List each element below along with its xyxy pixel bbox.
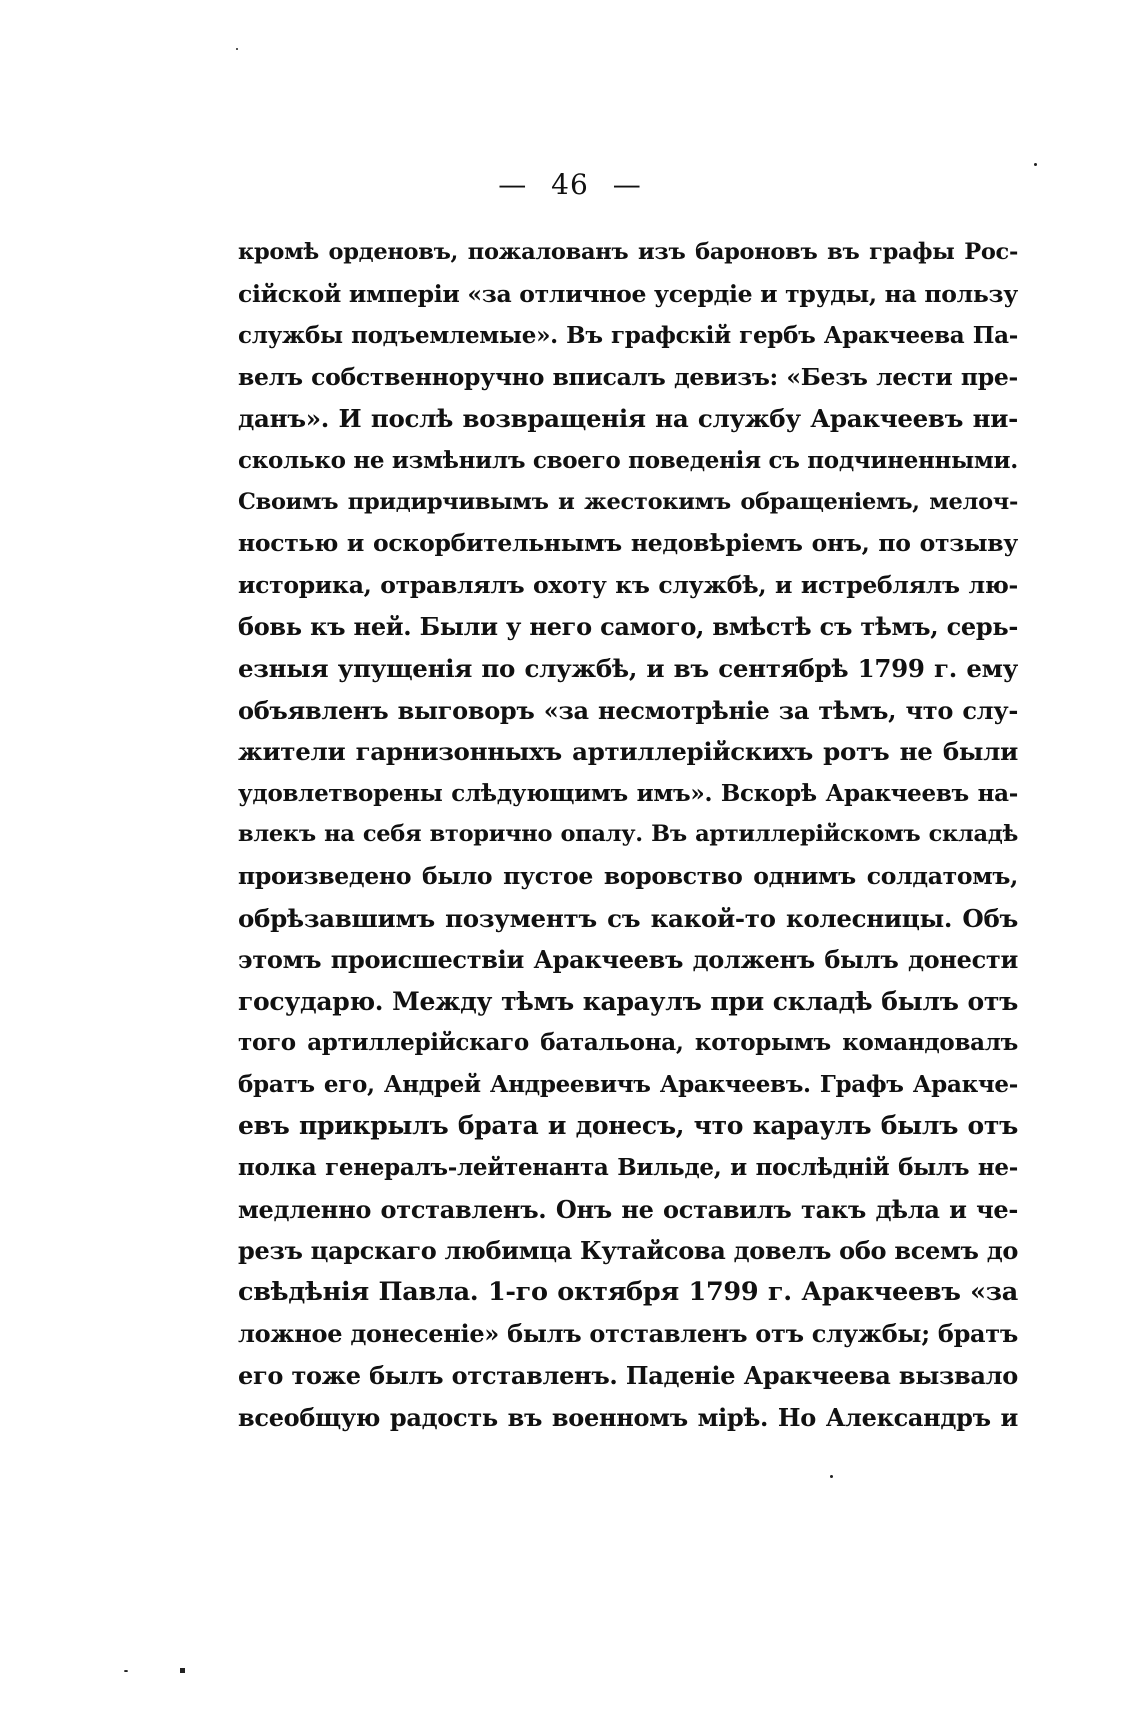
text-line-3: службы подъемлемые». Въ графскій гербъ Аракчеева Па- (238, 322, 1018, 350)
scan-speck (1034, 163, 1037, 166)
text-line-4: велъ собственноручно вписалъ девизъ: «Безъ лести пре- (238, 362, 1018, 391)
text-line-20: того артиллерійскаго батальона, которымъ командовалъ (238, 1029, 1018, 1057)
text-line-2: сійской имперіи «за отличное усердіе и труды, на пользу (238, 279, 1018, 308)
text-line-8: ностью и оскорбительнымъ недовѣріемъ онъ, по отзыву (238, 529, 1018, 558)
text-line-25: резъ царскаго любимца Кутайсова довелъ обо всемъ до (238, 1236, 1018, 1266)
text-line-15: влекъ на себя вторично опалу. Въ артиллерійскомъ складѣ (238, 821, 1018, 848)
text-line-1: кромѣ орденовъ, пожалованъ изъ бароновъ въ графы Рос- (238, 239, 1018, 265)
text-line-27: ложное донесеніе» былъ отставленъ отъ службы; братъ (238, 1319, 1018, 1349)
text-line-16: произведено было пустое воровство однимъ солдатомъ, (238, 861, 1018, 890)
text-line-19: государю. Между тѣмъ караулъ при складѣ былъ отъ (238, 986, 1018, 1016)
text-line-12: объявленъ выговоръ «за несмотрѣніе за тѣмъ, что слу- (238, 695, 1018, 725)
right-dash: — (612, 168, 642, 201)
text-line-7: Своимъ придирчивымъ и жестокимъ обращеніемъ, мелоч- (238, 488, 1018, 515)
text-line-5: данъ». И послѣ возвращенія на службу Аракчеевъ ни- (238, 404, 1018, 434)
text-line-26: свѣдѣнія Павла. 1-го октября 1799 г. Аракчеевъ «за (238, 1276, 1018, 1307)
text-line-28: его тоже былъ отставленъ. Паденіе Аракчеева вызвало (238, 1361, 1018, 1391)
text-line-24: медленно отставленъ. Онъ не оставилъ такъ дѣла и че- (238, 1194, 1018, 1224)
body-text (238, 232, 1018, 1438)
text-line-11: езныя упущенія по службѣ, и въ сентябрѣ 1799 г. ему (238, 653, 1018, 683)
text-line-22: евъ прикрылъ брата и донесъ, что караулъ былъ отъ (238, 1111, 1018, 1141)
text-line-18: этомъ происшествіи Аракчеевъ долженъ былъ донести (238, 945, 1018, 975)
text-line-14: удовлетворены слѣдующимъ имъ». Вскорѣ Аракчеевъ на- (238, 779, 1018, 807)
text-line-6: сколько не измѣнилъ своего поведенія съ подчиненными. (238, 446, 1018, 474)
scan-speck (830, 1475, 833, 1478)
text-line-9: историка, отравлялъ охоту къ службѣ, и истреблялъ лю- (238, 570, 1018, 599)
scan-speck (180, 1668, 185, 1673)
text-line-23: полка генералъ-лейтенанта Вильде, и послѣдній былъ не- (238, 1154, 1018, 1182)
page-number-header (0, 168, 1140, 201)
text-line-29: всеобщую радость въ военномъ мірѣ. Но Александръ и (238, 1402, 1018, 1432)
text-line-17: обрѣзавшимъ позументъ съ какой-то колесницы. Объ (238, 903, 1018, 933)
left-dash: — (498, 168, 528, 201)
text-line-21: братъ его, Андрей Андреевичъ Аракчеевъ. Графъ Аракче- (238, 1070, 1018, 1098)
text-line-10: бовь къ ней. Были у него самого, вмѣстѣ съ тѣмъ, серь- (238, 612, 1018, 642)
scan-speck (124, 1670, 128, 1672)
page-number: 46 (551, 168, 589, 201)
text-line-13: жители гарнизонныхъ артиллерійскихъ ротъ не были (238, 737, 1018, 767)
scan-speck (236, 48, 238, 50)
